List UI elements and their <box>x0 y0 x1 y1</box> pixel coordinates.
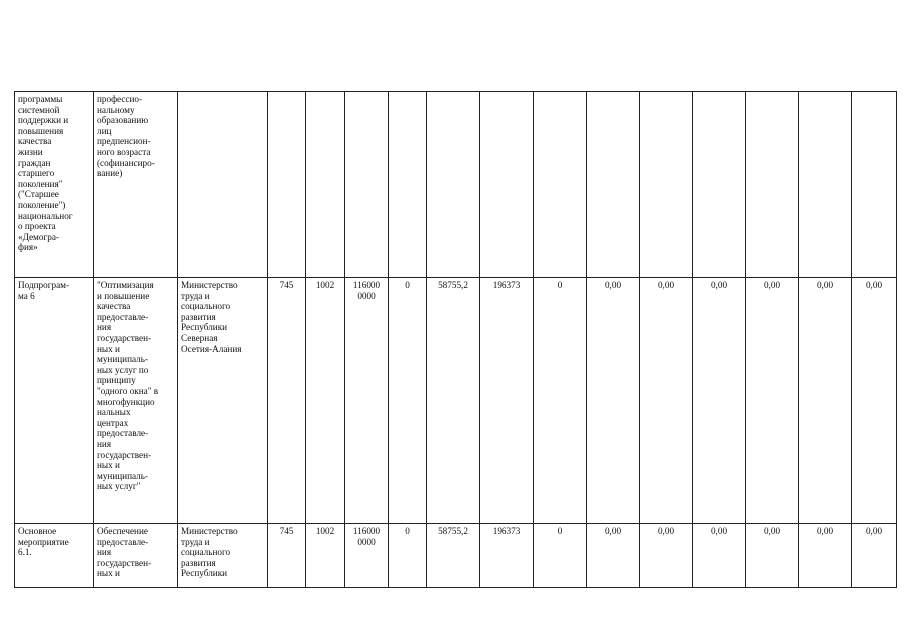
amount-cell: 0,00 <box>640 278 693 524</box>
amount-cell <box>693 92 746 278</box>
grbs-cell <box>268 92 306 278</box>
amount-cell: 0,00 <box>587 524 640 588</box>
executor-cell <box>178 92 268 278</box>
amount-cell <box>480 92 534 278</box>
target-article-cell: 116000 0000 <box>345 278 389 524</box>
program-name-cell: программы системной поддержки и повышения качества жизни граждан старшего поколения" ("Старшее поколение") национальног о проекта «Демогра- фия» <box>15 92 94 278</box>
amount-cell: 0,00 <box>587 278 640 524</box>
executor-cell: Министерство труда и социального развития Республики <box>178 524 268 588</box>
table-row <box>15 524 897 588</box>
amount-cell: 0,00 <box>693 278 746 524</box>
section-code-cell: 1002 <box>306 278 345 524</box>
amount-cell: 0,00 <box>852 524 897 588</box>
grbs-cell: 745 <box>268 524 306 588</box>
amount-cell <box>587 92 640 278</box>
table-row <box>15 278 897 524</box>
description-cell: Обеспечение предоставле- ния государствен- ных и <box>94 524 178 588</box>
amount-cell: 196373 <box>480 524 534 588</box>
amount-cell: 0,00 <box>640 524 693 588</box>
amount-cell: 0,00 <box>799 524 852 588</box>
amount-cell: 0,00 <box>852 278 897 524</box>
amount-cell: 58755,2 <box>427 524 480 588</box>
expense-type-cell <box>389 92 427 278</box>
description-cell: "Оптимизация и повышение качества предоставле- ния государствен- ных и муниципаль- ных услуг по принципу "одного окна" в многофункцио нальных центрах предоставле- ния государствен- ных и муниципаль- ных услуг" <box>94 278 178 524</box>
amount-cell: 0,00 <box>746 278 799 524</box>
table-row <box>15 92 897 278</box>
amount-cell <box>640 92 693 278</box>
amount-cell: 0 <box>534 524 587 588</box>
program-name-cell: Основное мероприятие 6.1. <box>15 524 94 588</box>
amount-cell <box>427 92 480 278</box>
amount-cell: 0,00 <box>799 278 852 524</box>
amount-cell: 58755,2 <box>427 278 480 524</box>
amount-cell: 0,00 <box>693 524 746 588</box>
amount-cell <box>852 92 897 278</box>
amount-cell: 0 <box>534 278 587 524</box>
amount-cell <box>799 92 852 278</box>
section-code-cell <box>306 92 345 278</box>
description-cell: профессио- нальному образованию лиц предпенсион- ного возраста (софинансиро- вание) <box>94 92 178 278</box>
executor-cell: Министерство труда и социального развития Республики Северная Осетия-Алания <box>178 278 268 524</box>
grbs-cell: 745 <box>268 278 306 524</box>
program-name-cell: Подпрограм- ма 6 <box>15 278 94 524</box>
expense-type-cell: 0 <box>389 524 427 588</box>
amount-cell <box>746 92 799 278</box>
amount-cell: 196373 <box>480 278 534 524</box>
target-article-cell <box>345 92 389 278</box>
amount-cell: 0,00 <box>746 524 799 588</box>
expense-type-cell: 0 <box>389 278 427 524</box>
amount-cell <box>534 92 587 278</box>
section-code-cell: 1002 <box>306 524 345 588</box>
budget-table <box>14 91 897 588</box>
target-article-cell: 116000 0000 <box>345 524 389 588</box>
